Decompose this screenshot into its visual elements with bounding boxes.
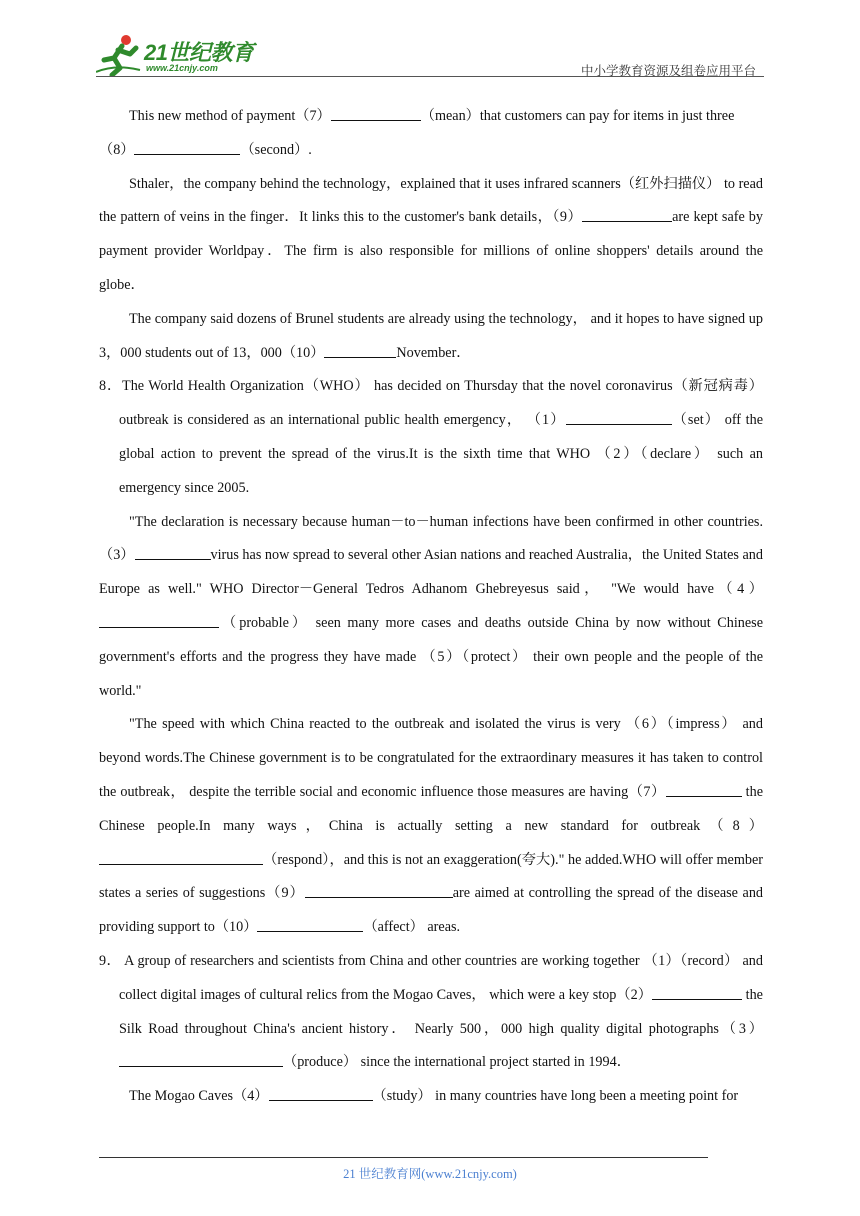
text-span: the Silk Road throughout China's ancient history． Nearly 500，000 high quality digital photographs（3） (119, 986, 763, 1037)
paragraph (99, 708, 763, 945)
logo-url: www.21cnjy.com (146, 63, 218, 73)
answer-blank[interactable] (135, 544, 211, 560)
paragraph (99, 100, 763, 168)
text-span: "The declaration is necessary because human－to－human infections have been confirmed in other countries. （3） (99, 513, 763, 564)
text-span: （respond），and this is not an exaggeration(夸大)." he added.WHO will offer member states a series of suggestions（9） (99, 851, 763, 902)
answer-blank[interactable] (324, 342, 396, 358)
text-span: virus has now spread to several other Asian nations and reached Australia，the United States and Europe as well." WHO Director－General Tedros Adhanom Ghebreyesus said， "We would have（4） (99, 547, 763, 598)
paragraph (99, 168, 763, 303)
answer-blank[interactable] (134, 139, 240, 155)
footer-divider (99, 1157, 708, 1158)
text-span: 9． A group of researchers and scientists from China and other countries are working together （1）（record） and collect digital images of cultural relics from the Mogao Caves， which were a key stop（2） (99, 952, 763, 1003)
text-span: （produce） since the international project started in 1994． (283, 1054, 631, 1071)
page-footer: 21 世纪教育网(www.21cnjy.com) (343, 1167, 517, 1181)
text-span: November． (396, 344, 471, 361)
text-span: （affect） areas. (363, 919, 461, 936)
logo-text: 21世纪教育 (144, 40, 254, 65)
text-span: The company said dozens of Brunel students are already using the technology， and it hopes to have signed up 3，000 students out of 13，000（10） (99, 310, 763, 361)
text-span: （8） (99, 141, 135, 158)
answer-blank[interactable] (99, 612, 219, 628)
text-span: The Mogao Caves（4） (129, 1088, 269, 1105)
answer-blank[interactable] (119, 1051, 283, 1067)
text-span: （probable） seen many more cases and deaths outside China by now without Chinese government's efforts and the progress they have made （5）（protect） their own people and the people of the world." (99, 614, 763, 699)
question-9 (99, 945, 763, 1080)
answer-blank[interactable] (652, 984, 742, 1000)
answer-blank[interactable] (257, 916, 363, 932)
paragraph (99, 303, 763, 371)
answer-blank[interactable] (305, 882, 453, 898)
text-span: 8．The World Health Organization（WHO） has decided on Thursday that the novel coronavirus（新冠病毒）outbreak is considered as an international public health emergency， （1） (99, 378, 763, 429)
running-figure-icon (96, 34, 142, 76)
question-8 (99, 370, 763, 505)
text-span: "The speed with which China reacted to the outbreak and isolated the virus is very （6）（impress） and beyond words.The Chinese government is to be congratulated for the extraordinary measures it has taken to control the outbreak， despite the terrible social and economic influence those measures are having（7） (99, 716, 763, 800)
document-body (99, 100, 763, 1114)
text-span: （set） off the global action to prevent the spread of the virus.It is the sixth time that WHO （2）（declare） such an emergency since 2005. (119, 412, 763, 496)
site-logo (96, 32, 266, 78)
header-divider (96, 76, 764, 77)
text-span: Sthaler，the company behind the technology，explained that it uses infrared scanners（红外扫描仪） to read the pattern of veins in the finger．It links this to the customer's bank details，（9） (99, 175, 763, 226)
text-span: （study） in many countries have long been a meeting point for (372, 1088, 739, 1105)
text-span: are aimed at controlling the spread of the disease and providing support to（10） (99, 885, 764, 936)
text-span: This new method of payment（7） (129, 108, 331, 124)
paragraph (99, 1080, 763, 1114)
text-span: （second）. (240, 141, 312, 158)
page-header (96, 32, 764, 78)
platform-title: 中小学教育资源及组卷应用平台 (580, 64, 756, 78)
text-span: are kept safe by payment provider Worldpay．The firm is also responsible for millions of online shoppers' details around the globe． (99, 209, 763, 293)
answer-blank[interactable] (582, 206, 672, 222)
paragraph (99, 506, 763, 709)
text-span: （mean）that customers can pay for items in just three (420, 108, 735, 124)
answer-blank[interactable] (566, 409, 672, 425)
answer-blank[interactable] (269, 1085, 373, 1101)
answer-blank[interactable] (99, 849, 263, 865)
answer-blank[interactable] (666, 781, 742, 797)
answer-blank[interactable] (331, 105, 421, 121)
text-span: the Chinese people.In many ways，China is actually setting a new standard for outbreak（8） (99, 783, 763, 834)
